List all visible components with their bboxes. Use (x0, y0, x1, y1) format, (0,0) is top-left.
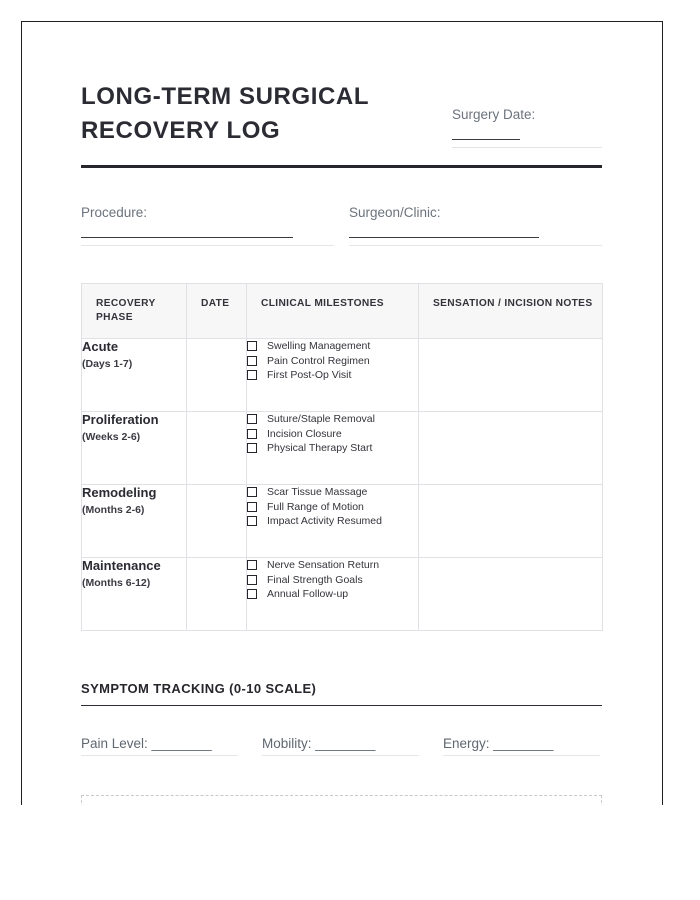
milestone-label: Full Range of Motion (267, 500, 364, 513)
surgeon-clinic-field[interactable] (349, 204, 602, 247)
phase-timeframe: (Weeks 2-6) (82, 430, 141, 443)
document-header (81, 22, 602, 148)
table-row (82, 339, 603, 412)
symptom-field[interactable] (443, 737, 602, 751)
table-body (82, 339, 603, 631)
checkbox-icon[interactable] (247, 370, 257, 380)
meta-fields-row (81, 204, 602, 247)
cell-sensation-incision-notes[interactable] (419, 412, 603, 485)
cell-clinical-milestones (247, 485, 419, 558)
symptom-field-underline (262, 755, 419, 756)
symptom-field-underline (443, 755, 600, 756)
cell-date-input[interactable] (187, 485, 247, 558)
symptom-field-label: Energy: ________ (443, 735, 554, 751)
milestone-item[interactable] (247, 485, 418, 500)
cell-clinical-milestones (247, 412, 419, 485)
milestone-label: First Post-Op Visit (267, 369, 352, 382)
document-page (21, 21, 663, 805)
checkbox-icon[interactable] (247, 414, 257, 424)
phase-timeframe: (Months 2-6) (82, 503, 145, 516)
milestone-item[interactable] (247, 514, 418, 529)
procedure-field[interactable] (81, 204, 349, 247)
phase-name: Remodeling (82, 485, 157, 501)
milestone-label: Pain Control Regimen (267, 354, 370, 367)
column-header-sensation-incision-notes: SENSATION / INCISION NOTES (419, 284, 603, 339)
page-title-line-1: LONG-TERM SURGICAL (81, 83, 370, 110)
checkbox-icon[interactable] (247, 575, 257, 585)
checkbox-icon[interactable] (247, 560, 257, 570)
additional-notes-box[interactable] (81, 795, 602, 805)
surgery-date-field[interactable] (452, 106, 602, 140)
milestone-label: Nerve Sensation Return (267, 559, 380, 572)
cell-date-input[interactable] (187, 558, 247, 631)
procedure-writeline (81, 237, 293, 238)
cell-recovery-phase (82, 485, 187, 558)
symptom-field[interactable] (262, 737, 443, 751)
milestone-label: Impact Activity Resumed (267, 515, 382, 528)
milestone-item[interactable] (247, 558, 418, 573)
column-header-recovery-phase: RECOVERY PHASE (82, 284, 187, 339)
phase-timeframe: (Months 6-12) (82, 576, 151, 589)
recovery-phase-table (81, 283, 603, 631)
symptom-tracking-divider (81, 705, 602, 706)
column-header-date: DATE (187, 284, 247, 339)
surgery-date-input-area[interactable] (452, 139, 602, 140)
checkbox-icon[interactable] (247, 502, 257, 512)
milestone-item[interactable] (247, 441, 418, 456)
table-header (82, 284, 603, 339)
procedure-input-area[interactable] (81, 237, 349, 247)
page-title (81, 80, 411, 148)
checkbox-icon[interactable] (247, 589, 257, 599)
surgeon-clinic-input-area[interactable] (349, 237, 602, 247)
symptom-field-label: Pain Level: ________ (81, 735, 212, 751)
procedure-underline (81, 245, 334, 246)
milestone-item[interactable] (247, 339, 418, 354)
milestone-item[interactable] (247, 354, 418, 369)
milestone-label: Swelling Management (267, 340, 371, 353)
milestone-label: Annual Follow-up (267, 588, 349, 601)
column-header-clinical-milestones: CLINICAL MILESTONES (247, 284, 419, 339)
milestone-item[interactable] (247, 587, 418, 602)
cell-recovery-phase (82, 339, 187, 412)
symptom-field-underline (81, 755, 238, 756)
cell-sensation-incision-notes[interactable] (419, 485, 603, 558)
table-header-row (82, 284, 603, 339)
phase-timeframe: (Days 1-7) (82, 357, 133, 370)
checkbox-icon[interactable] (247, 356, 257, 366)
surgeon-clinic-writeline (349, 237, 539, 238)
milestone-item[interactable] (247, 427, 418, 442)
symptom-fields-row (81, 737, 602, 751)
cell-date-input[interactable] (187, 412, 247, 485)
checkbox-icon[interactable] (247, 429, 257, 439)
table-row (82, 412, 603, 485)
symptom-tracking-heading: SYMPTOM TRACKING (0-10 SCALE) (81, 681, 317, 697)
milestone-label: Scar Tissue Massage (267, 486, 368, 499)
cell-sensation-incision-notes[interactable] (419, 339, 603, 412)
table-row (82, 485, 603, 558)
checkbox-icon[interactable] (247, 443, 257, 453)
milestone-item[interactable] (247, 368, 418, 383)
cell-clinical-milestones (247, 339, 419, 412)
cell-date-input[interactable] (187, 339, 247, 412)
milestone-label: Physical Therapy Start (267, 442, 373, 455)
phase-name: Acute (82, 339, 119, 355)
cell-recovery-phase (82, 558, 187, 631)
surgery-date-writeline (452, 139, 520, 140)
surgeon-clinic-label: Surgeon/Clinic: (349, 205, 441, 221)
checkbox-icon[interactable] (247, 341, 257, 351)
phase-name: Proliferation (82, 412, 159, 428)
cell-sensation-incision-notes[interactable] (419, 558, 603, 631)
page-content (81, 22, 602, 805)
page-title-line-2: RECOVERY LOG (81, 117, 281, 145)
milestone-item[interactable] (247, 500, 418, 515)
surgery-date-underline (452, 147, 602, 148)
symptom-field[interactable] (81, 737, 262, 751)
symptom-tracking-section (81, 681, 602, 706)
surgeon-clinic-underline (349, 245, 602, 246)
milestone-label: Final Strength Goals (267, 573, 363, 586)
phase-name: Maintenance (82, 558, 161, 574)
checkbox-icon[interactable] (247, 487, 257, 497)
milestone-item[interactable] (247, 412, 418, 427)
symptom-field-label: Mobility: ________ (262, 735, 376, 751)
title-divider (81, 165, 602, 168)
cell-recovery-phase (82, 412, 187, 485)
milestone-label: Incision Closure (267, 427, 342, 440)
procedure-label: Procedure: (81, 205, 148, 221)
cell-clinical-milestones (247, 558, 419, 631)
milestone-item[interactable] (247, 573, 418, 588)
checkbox-icon[interactable] (247, 516, 257, 526)
surgery-date-label: Surgery Date: (452, 107, 536, 122)
table-row (82, 558, 603, 631)
milestone-label: Suture/Staple Removal (267, 413, 375, 426)
